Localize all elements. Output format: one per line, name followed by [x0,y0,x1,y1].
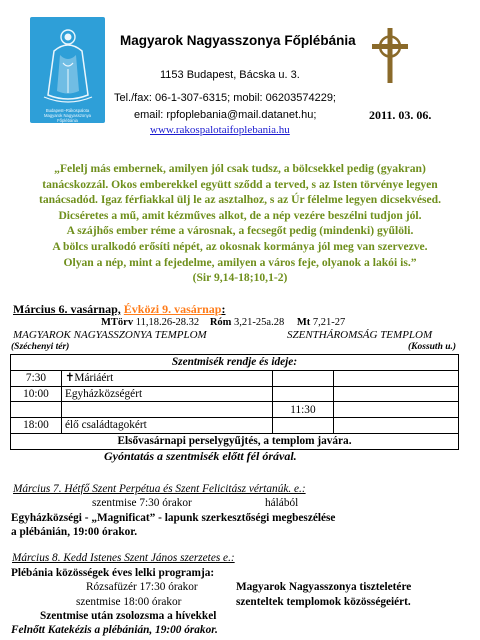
mass-intention: Egyházközségért [61,386,272,402]
tuesday-catechesis: Felnőtt Katekézis a plébánián, 19:00 órakor. [11,624,218,636]
mass-time: 18:00 [11,418,62,434]
table-row [11,402,459,418]
sunday-colon: : [221,302,226,316]
table-row [11,418,459,434]
parish-name: Magyarok Nagyasszonya Főplébánia [120,33,356,48]
parish-logo [30,17,105,123]
monday-mass: szentmise 7:30 órakor [92,497,192,509]
logo-text-2: Magyarok Nagyasszonya [43,113,91,118]
tuesday-rosary: Rózsafüzér 17:30 órakor [86,581,198,593]
confession-note: Gyóntatás a szentmisék előtt fél órával. [104,449,297,463]
quote-reference: (Sir 9,14-18;10,1-2) [192,271,288,285]
mass-time: 7:30 [11,370,62,386]
mass-time [11,402,62,418]
church-left-location: (Széchenyi tér) [11,342,70,352]
quote-line: tanácskozzál. Okos emberekkel együtt sződd a terved, s az Isten törvénye legyen [42,177,438,191]
quote-line: A szájhős ember réme a városnak, a fecsegőt pedig (mindenki) gyűlöli. [66,224,414,238]
reading-label: Róm [209,317,232,328]
mass-intention [61,402,272,418]
empty-cell [334,402,459,418]
website-link[interactable]: www.rakospalotaifoplebania.hu [150,124,290,136]
mass-intention: élő családtagokért [61,418,272,434]
mass-schedule-table [10,354,459,450]
tuesday-mass: szentmise 18:00 órakor [76,596,182,608]
logo-text-3: Főplébánia [57,118,78,123]
tuesday-intention-line1: Magyarok Nagyasszonya tiszteletére [236,581,412,593]
mass-time: 10:00 [11,386,62,402]
mass-time-right [272,370,334,386]
empty-cell [334,386,459,402]
quote-line: Olyan a nép, mint a fejedelme, amilyen a város feje, olyanok a lakói is.” [63,255,417,269]
bulletin-date: 2011. 03. 06. [369,108,432,122]
monday-event-line1: Egyházközségi - „Magnificat” - lapunk szerkesztőségi megbeszélése [11,512,336,524]
sunday-heading [13,302,225,317]
mass-time-right [272,386,334,402]
table-row [11,433,459,449]
tuesday-intention-line2: szenteltek templomok közösségeiért. [236,596,411,608]
reading-label: MTörv [101,317,134,328]
reading-ref: 7,21-27 [312,317,346,328]
celtic-cross-icon [370,28,410,83]
monday-mass-intention: hálából [265,497,299,509]
mass-time-right [272,418,334,434]
address: 1153 Budapest, Bácska u. 3. [160,69,300,81]
monday-heading: Március 7. Hétfő Szent Perpétua és Szent Felicitász vértanúk. e.: [13,483,306,495]
table-row [11,355,459,371]
email-line: email: rpfoplebania@mail.datanet.hu; [134,109,317,121]
sunday-feast: Évközi 9. vasárnap [123,302,222,316]
tuesday-heading: Március 8. Kedd Istenes Szent János szerzetes e.: [12,552,235,564]
readings [101,317,345,328]
table-row [11,386,459,402]
monday-event-line2: a plébánián, 19:00 órakor. [11,526,138,538]
reading-label: Mt [296,317,311,328]
phone-line: Tel./fax: 06-1-307-6315; mobil: 06203574229; [114,92,336,104]
quote-line: Dicséretes a mű, amit kézműves alkot, de a nép vezére beszélni tudjon jól. [58,208,422,222]
collection-note: Elsővasárnapi perselygyűjtés, a templom javára. [11,433,459,449]
reading-ref: 11,18.26-28.32 [135,317,200,328]
quote-line: „Felelj más embernek, amilyen jól csak tudsz, a bölcsekkel pedig (gyakran) [54,162,426,175]
schedule-heading: Szentmisék rendje és ideje: [11,355,459,371]
mass-intention: ✝Máriáért [61,370,272,386]
quote-line: tanácsadód. Igaz férfiakkal ülj le az asztalhoz, s az Úr félelme legyen dicsekvésed. [39,193,441,207]
church-left-name: MAGYAROK NAGYASSZONYA TEMPLOM [13,329,207,341]
logo-text-1: Budapest–Rákospalota [45,108,90,113]
tuesday-program: Plébánia közösségek éves lelki programja: [11,567,215,579]
tuesday-vespers: Szentmise után zsolozsma a hívekkel [40,610,217,622]
mass-time-right: 11:30 [272,402,334,418]
empty-cell [334,370,459,386]
quote-line: A bölcs uralkodó erősíti népét, az okosnak kormánya jól meg van szervezve. [52,239,428,253]
reading-ref: 3,21-25a.28 [234,317,285,328]
sunday-date: Március 6. vasárnap, [13,302,121,316]
church-right-name: SZENTHÁROMSÁG TEMPLOM [287,329,433,341]
table-row [11,370,459,386]
scripture-quote [20,161,460,286]
church-right-location: (Kossuth u.) [408,342,457,352]
empty-cell [334,418,459,434]
